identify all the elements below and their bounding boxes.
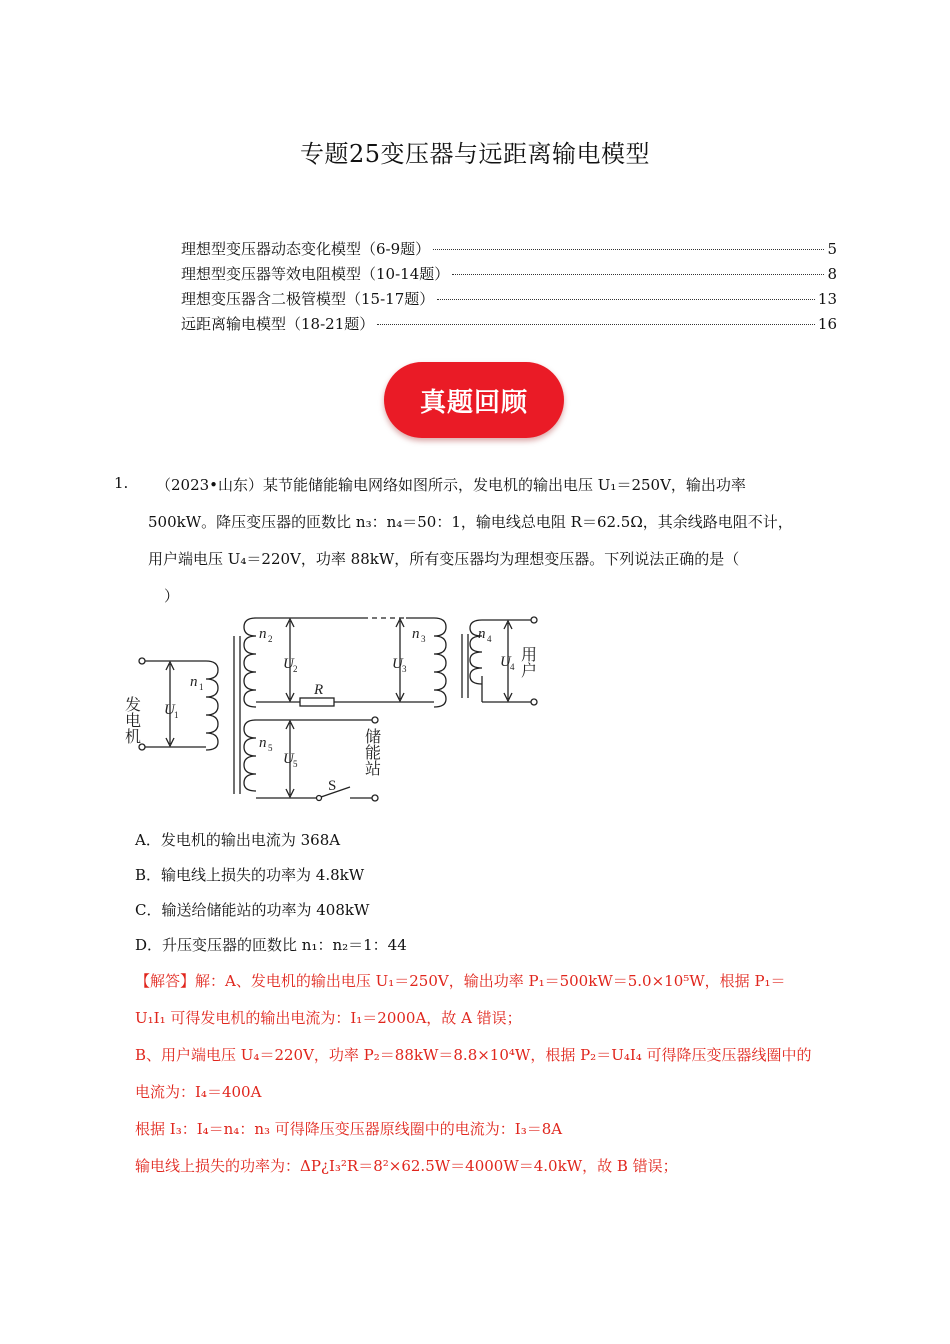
u1-sub: 1 — [174, 710, 179, 720]
toc-page: 8 — [827, 265, 837, 283]
u3-label: U — [392, 656, 403, 672]
u3-sub: 3 — [402, 664, 407, 674]
toc-label: 理想变压器含二极管模型（15-17题） — [181, 290, 435, 308]
circuit-diagram — [122, 604, 558, 804]
toc-leader — [437, 299, 815, 300]
answer-line: 【解答】解：A、发电机的输出电压 U₁＝250V，输出功率 P₁＝500kW＝5.0×10⁵W，根据 P₁＝ — [135, 972, 786, 990]
toc-page: 5 — [827, 240, 837, 258]
u2-label: U — [283, 656, 294, 672]
switch-label: S — [328, 778, 337, 794]
u5-label: U — [283, 751, 294, 767]
n4-sub: 4 — [487, 634, 492, 644]
storage-circuit — [244, 717, 378, 801]
u5-sub: 5 — [293, 759, 298, 769]
toc-entry[interactable] — [181, 263, 837, 288]
answer-line: 输电线上损失的功率为：ΔP¿I₃²R＝8²×62.5W＝4000W＝4.0kW，故 B 错误； — [135, 1157, 678, 1175]
table-of-contents — [181, 238, 837, 338]
n3-label: n — [412, 626, 420, 642]
toc-label: 理想型变压器动态变化模型（6-9题） — [181, 240, 431, 258]
resistor-label: R — [314, 682, 324, 698]
transformer-core — [234, 634, 468, 794]
toc-page: 13 — [817, 290, 837, 308]
storage-label: 储能站 — [362, 728, 382, 776]
page-title: 专题25变压器与远距离输电模型 — [299, 140, 651, 168]
u4-label: U — [500, 654, 511, 670]
section-banner: 真题回顾 — [384, 362, 564, 438]
generator-circuit — [139, 658, 218, 750]
option-c[interactable]: C．输送给储能站的功率为 408kW — [135, 901, 370, 919]
u4-sub: 4 — [510, 662, 515, 672]
toc-leader — [433, 249, 824, 250]
toc-label: 远距离输电模型（18-21题） — [181, 315, 375, 333]
question-line: 500kW。降压变压器的匝数比 n₃：n₄＝50：1，输电线总电阻 R＝62.5Ω，其余线路电阻不计， — [148, 513, 793, 531]
user-label: 用户 — [518, 646, 538, 678]
answer-line: U₁I₁ 可得发电机的输出电流为：I₁＝2000A，故 A 错误； — [135, 1009, 522, 1027]
n3-sub: 3 — [421, 634, 426, 644]
question-line: （2023•山东）某节能储能输电网络如图所示，发电机的输出电压 U₁＝250V，输出功率 — [156, 476, 746, 494]
n1-sub: 1 — [199, 682, 204, 692]
n2-sub: 2 — [268, 634, 273, 644]
answer-line: B、用户端电压 U₄＝220V，功率 P₂＝88kW＝8.8×10⁴W，根据 P₂＝U₄I₄ 可得降压变压器线圈中的 — [135, 1046, 812, 1064]
u1-label: U — [164, 702, 175, 718]
n5-sub: 5 — [268, 743, 273, 753]
toc-entry[interactable] — [181, 238, 837, 263]
question-number: 1. — [114, 474, 129, 492]
answer-line: 电流为：I₄＝400A — [135, 1083, 262, 1101]
option-b[interactable]: B．输电线上损失的功率为 4.8kW — [135, 866, 365, 884]
n2-label: n — [259, 626, 267, 642]
answer-line: 根据 I₃：I₄＝n₄：n₃ 可得降压变压器原线圈中的电流为：I₃＝8A — [135, 1120, 563, 1138]
question-line: 用户端电压 U₄＝220V，功率 88kW，所有变压器均为理想变压器。下列说法正确的是（ — [148, 550, 740, 568]
n1-label: n — [190, 674, 198, 690]
toc-entry[interactable] — [181, 288, 837, 313]
toc-entry[interactable] — [181, 313, 837, 338]
n5-label: n — [259, 735, 267, 751]
option-d[interactable]: D．升压变压器的匝数比 n₁：n₂＝1：44 — [135, 936, 407, 954]
toc-label: 理想型变压器等效电阻模型（10-14题） — [181, 265, 450, 283]
option-a[interactable]: A．发电机的输出电流为 368A — [135, 831, 341, 849]
toc-page: 16 — [817, 315, 837, 333]
n4-label: n — [478, 626, 486, 642]
u2-sub: 2 — [293, 664, 298, 674]
toc-leader — [452, 274, 824, 275]
question-line: ） — [164, 587, 180, 605]
generator-label: 发电机 — [122, 696, 142, 744]
toc-leader — [377, 324, 815, 325]
